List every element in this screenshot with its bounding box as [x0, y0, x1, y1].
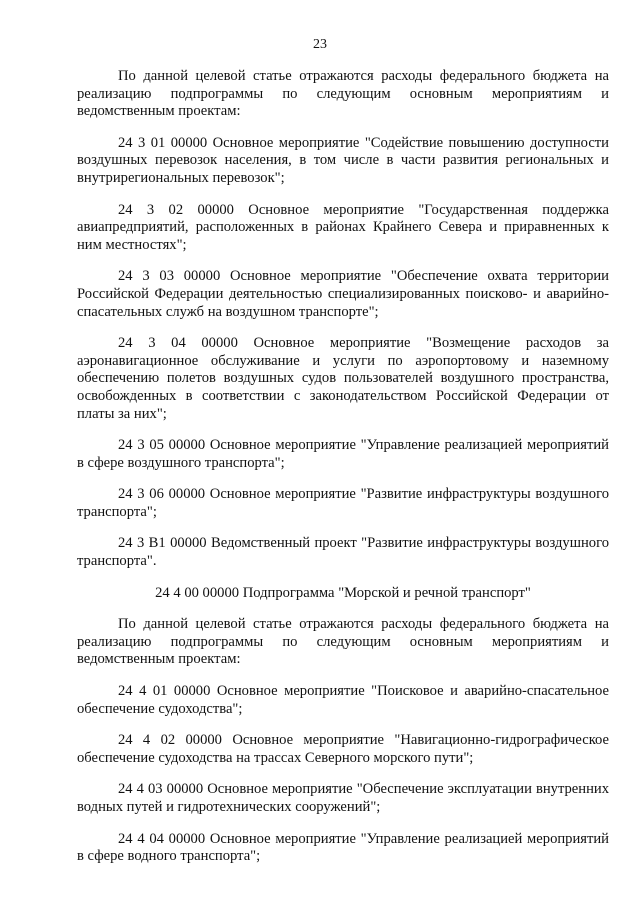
intro-paragraph: По данной целевой статье отражаются расходы федерального бюджета на реализацию подпрограммы по следующим основным мероприятиям и ведомственным проектам: — [77, 68, 609, 120]
item-24-3-b1: 24 3 В1 00000 Ведомственный проект "Развитие инфраструктуры воздушного транспорта". — [77, 535, 609, 570]
item-24-3-02: 24 3 02 00000 Основное мероприятие "Государственная поддержка авиапредприятий, расположенных в районах Крайнего Севера и приравненных к ним местностях"; — [77, 201, 609, 253]
item-24-4-04: 24 4 04 00000 Основное мероприятие "Управление реализацией мероприятий в сфере водного транспорта"; — [77, 830, 609, 865]
intro-paragraph-2: По данной целевой статье отражаются расходы федерального бюджета на реализацию подпрограммы по следующим основным мероприятиям и ведомственным проектам: — [77, 616, 609, 668]
item-24-3-04: 24 3 04 00000 Основное мероприятие "Возмещение расходов за аэронавигационное обслуживание и услуги по аэропортовому и наземному обеспечению полетов воздушных судов пользователей воздушного пространства, освобожденных в соответствии с законодательством Российской Федерации от платы за них"; — [77, 335, 609, 422]
item-24-3-03: 24 3 03 00000 Основное мероприятие "Обеспечение охвата территории Российской Федерации деятельностью специализированных поисково- и аварийно-спасательных служб на воздушном транспорте"; — [77, 268, 609, 320]
item-24-3-01: 24 3 01 00000 Основное мероприятие "Содействие повышению доступности воздушных перевозок населения, в том числе в части развития региональных и внутрирегиональных перевозок"; — [77, 134, 609, 186]
item-24-3-06: 24 3 06 00000 Основное мероприятие "Развитие инфраструктуры воздушного транспорта"; — [77, 486, 609, 520]
item-24-4-02: 24 4 02 00000 Основное мероприятие "Навигационно-гидрографическое обеспечение судоходства на трассах Северного морского пути"; — [77, 732, 609, 766]
document-body — [77, 68, 609, 866]
item-24-3-05: 24 3 05 00000 Основное мероприятие "Управление реализацией мероприятий в сфере воздушного транспорта"; — [77, 437, 609, 471]
page-number: 23 — [313, 37, 327, 52]
item-24-4-01: 24 4 01 00000 Основное мероприятие "Поисковое и аварийно-спасательное обеспечение судоходства"; — [77, 683, 609, 717]
subprogram-heading: 24 4 00 00000 Подпрограмма "Морской и речной транспорт" — [155, 584, 531, 601]
item-24-4-03: 24 4 03 00000 Основное мероприятие "Обеспечение эксплуатации внутренних водных путей и гидротехнических сооружений"; — [77, 781, 609, 815]
